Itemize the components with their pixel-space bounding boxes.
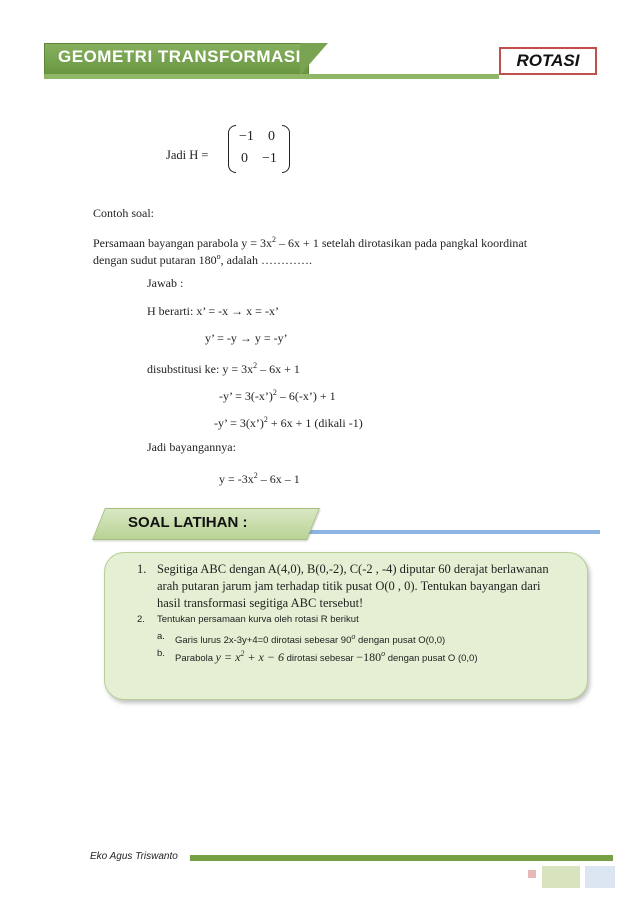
solution-step-1: H berarti: x’ = -x → x = -x’	[147, 304, 279, 318]
result-equation	[219, 468, 300, 487]
superscript: o	[216, 252, 221, 261]
superscript: 2	[272, 235, 277, 244]
exercise-q2b-text	[175, 645, 478, 667]
superscript: o	[351, 632, 356, 641]
text-run: -y’ = 3(-x’)	[219, 389, 273, 403]
exercise-q1-number: 1.	[137, 562, 147, 576]
text-run: Persamaan bayangan parabola y = 3x	[93, 236, 273, 250]
solution-step-2: y’ = -y → y = -y’	[205, 331, 288, 345]
footer-decoration	[542, 866, 580, 888]
exercise-title: SOAL LATIHAN :	[128, 514, 248, 531]
exercise-q1-line1: Segitiga ABC dengan A(4,0), B(0,-2), C(-2 , -4) diputar 60 derajat berlawanan	[157, 562, 549, 576]
footer-author: Eko Agus Triswanto	[90, 851, 178, 862]
text-run: – 6x + 1	[257, 362, 300, 376]
text-run: Garis lurus 2x-3y+4=0 dirotasi sebesar 90	[175, 635, 352, 647]
exercise-q2-text: Tentukan persamaan kurva oleh rotasi R berikut	[157, 614, 359, 625]
math-run: y = x	[215, 650, 241, 664]
example-problem-line2	[93, 249, 312, 268]
text-run: -y’ = 3(x’)	[214, 416, 264, 430]
exercise-q2a-label: a.	[157, 631, 165, 642]
math-run: + x − 6	[244, 650, 284, 664]
header-divider	[44, 74, 499, 79]
text-run: , adalah ………….	[220, 253, 312, 267]
text-run: dengan pusat O (0,0)	[385, 653, 478, 664]
exercise-divider	[300, 530, 600, 534]
example-heading: Contoh soal:	[93, 206, 155, 220]
text-run: – 6(-x’) + 1	[276, 389, 336, 403]
text-run: y = -3x	[219, 472, 254, 486]
exercise-q1-line3: hasil transformasi segitiga ABC tersebut!	[157, 596, 364, 610]
text-run: – 6x – 1	[257, 472, 300, 486]
superscript: o	[381, 649, 386, 658]
exercise-q2b-label: b.	[157, 648, 165, 659]
exercise-q2-number: 2.	[137, 614, 145, 625]
exercise-q1-line2: arah putaran jarum jam terhadap titik pusat O(0 , 0). Tentukan bayangan dari	[157, 579, 541, 593]
solution-step-4	[219, 385, 336, 404]
matrix-cell: 0	[268, 129, 275, 144]
rotation-angle	[356, 650, 385, 664]
solution-step-3	[147, 358, 300, 377]
rotation-matrix	[228, 125, 290, 173]
parabola-equation	[216, 650, 284, 664]
superscript: 2	[253, 361, 258, 370]
footer-decoration	[528, 870, 536, 878]
chapter-badge	[499, 47, 597, 75]
conclusion-label: Jadi bayangannya:	[147, 440, 236, 454]
text-run: disubstitusi ke: y = 3x	[147, 362, 254, 376]
footer-divider	[190, 855, 613, 861]
text-run: Parabola	[175, 653, 216, 664]
superscript: 2	[272, 388, 277, 397]
matrix-cell: −1	[262, 151, 277, 166]
matrix-cell: 0	[241, 151, 248, 166]
text-run: – 6x + 1 setelah dirotasikan pada pangkal koordinat	[276, 236, 528, 250]
chapter-label: ROTASI	[516, 51, 580, 70]
matrix-left-paren	[228, 125, 236, 173]
text-run: dirotasi sebesar	[283, 653, 357, 664]
matrix-cell: −1	[239, 129, 254, 144]
footer-decoration	[585, 866, 615, 888]
text-run: + 6x + 1 (dikali -1)	[267, 416, 363, 430]
matrix-right-paren	[282, 125, 290, 173]
text-run: dengan pusat O(0,0)	[355, 635, 446, 647]
superscript: 2	[253, 471, 258, 480]
header-banner-tail	[300, 43, 328, 75]
superscript: 2	[240, 649, 245, 658]
header-title: GEOMETRI TRANSFORMASI	[58, 47, 301, 66]
math-run: −180	[356, 650, 382, 664]
solution-step-5	[214, 412, 363, 431]
superscript: 2	[263, 415, 268, 424]
text-run: dengan sudut putaran 180	[93, 253, 217, 267]
matrix-label: Jadi H =	[166, 148, 209, 162]
answer-label: Jawab :	[147, 276, 184, 290]
